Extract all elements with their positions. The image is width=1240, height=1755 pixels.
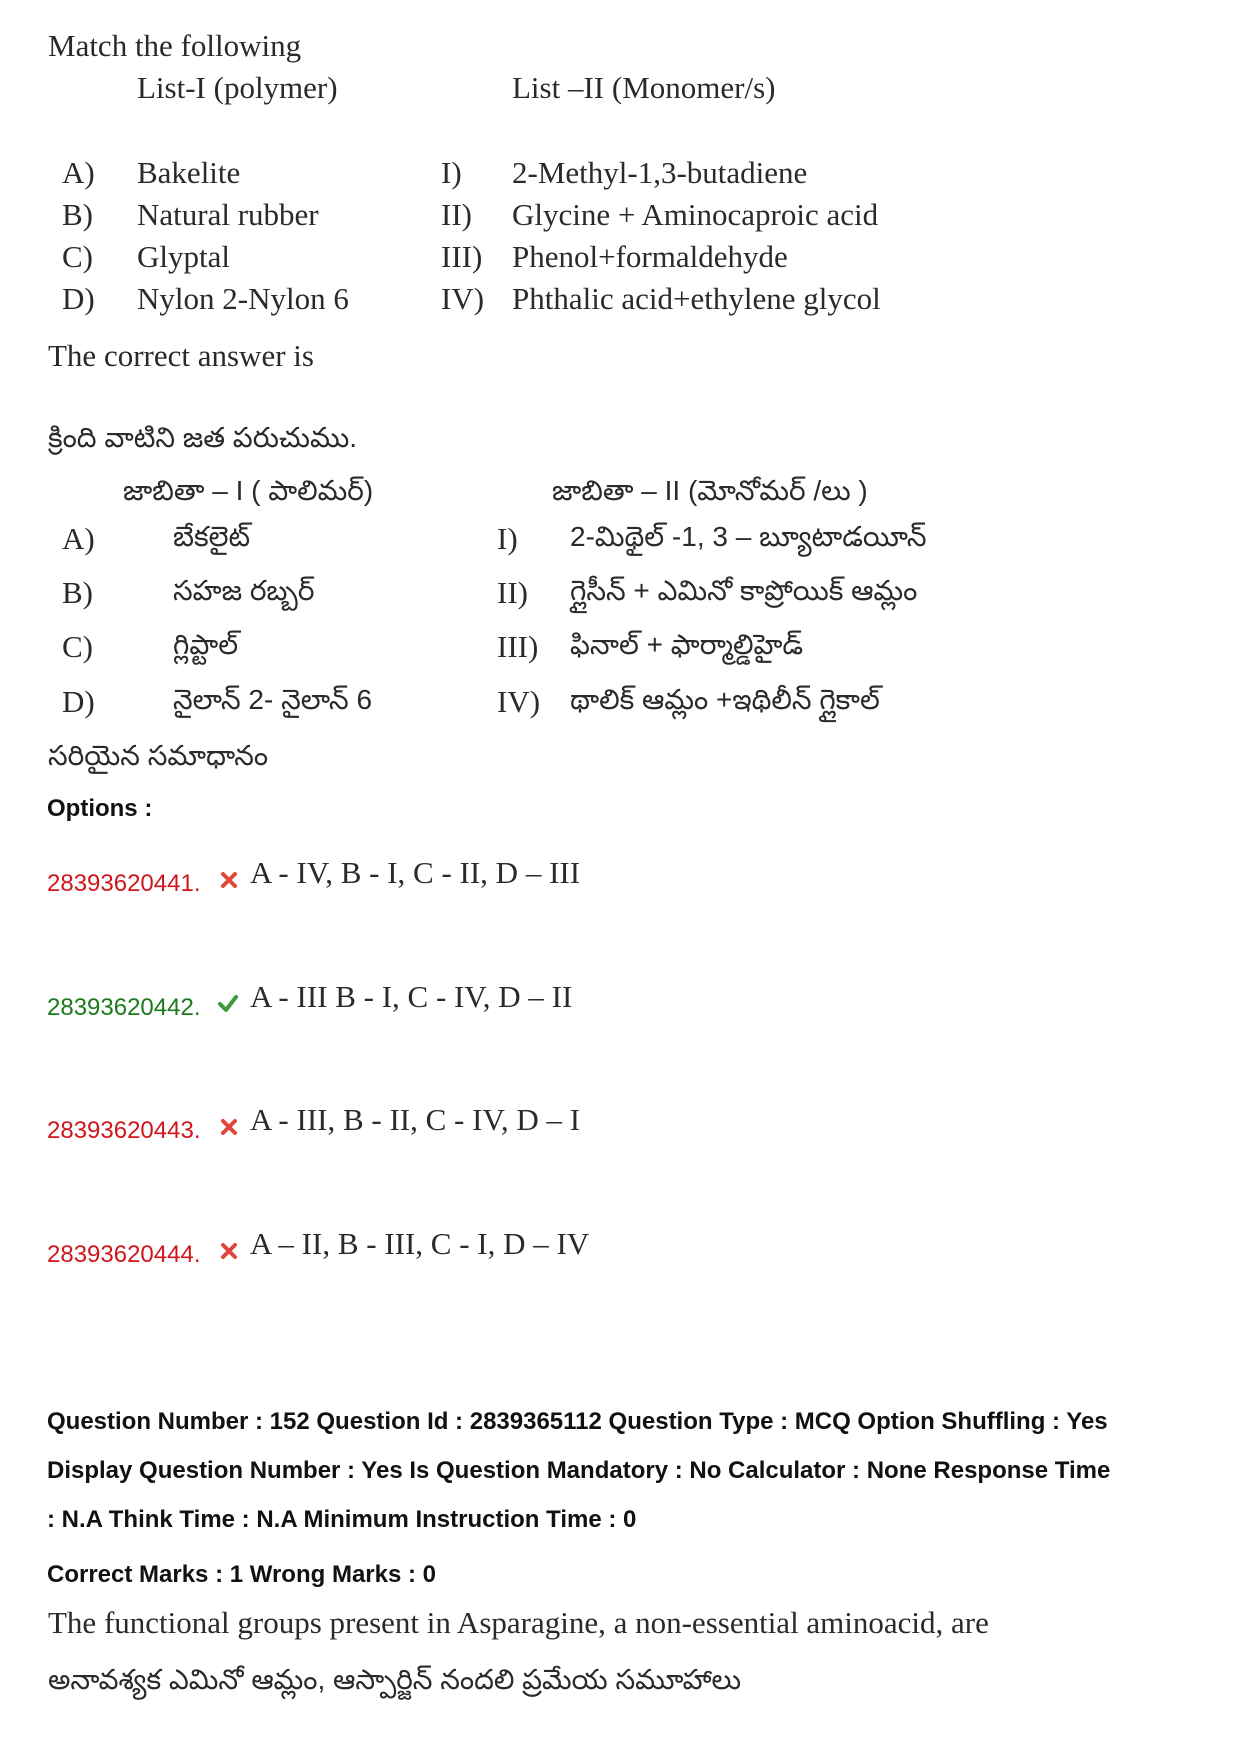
telugu-intro: క్రింది వాటిని జత పరుచుము. xyxy=(48,422,358,453)
row-polymer: Natural rubber xyxy=(137,197,319,232)
list1-header: List-I (polymer) xyxy=(137,70,338,105)
row-polymer: నైలాన్ 2- నైలాన్ 6 xyxy=(173,684,373,715)
next-question-text: The functional groups present in Asparagine, a non-essential aminoacid, are xyxy=(48,1605,989,1640)
row-roman: II) xyxy=(441,197,472,232)
row-letter: C) xyxy=(62,629,93,664)
option-text: A - III, B - II, C - IV, D – I xyxy=(250,1102,581,1137)
telugu-list1-header: జాబితా – I ( పాలిమర్) xyxy=(123,475,374,506)
row-monomer: 2-మిథైల్ -1, 3 – బ్యూటాడయీన్ xyxy=(570,521,927,552)
row-monomer: Glycine + Aminocaproic acid xyxy=(512,197,879,232)
row-roman: IV) xyxy=(441,281,485,316)
option-text: A – II, B - III, C - I, D – IV xyxy=(250,1226,590,1261)
row-letter: A) xyxy=(62,155,95,190)
option-id: 28393620442. xyxy=(47,994,201,1021)
option-id: 28393620443. xyxy=(47,1117,201,1144)
row-letter: D) xyxy=(62,684,95,719)
telugu-list2-header: జాబితా – II (మోనోమర్ /లు ) xyxy=(552,475,868,506)
row-letter: D) xyxy=(62,281,95,316)
cross-icon xyxy=(218,1116,240,1138)
question-meta-line2: Display Question Number : Yes Is Question Mandatory : No Calculator : None Response Time xyxy=(47,1457,1111,1484)
row-roman: I) xyxy=(441,155,462,190)
row-polymer: సహజ రబ్బర్ xyxy=(173,575,315,606)
cross-icon xyxy=(218,1240,240,1262)
row-monomer: Phenol+formaldehyde xyxy=(512,239,788,274)
option-id: 28393620441. xyxy=(47,870,201,897)
cross-icon xyxy=(218,869,240,891)
option-text: A - III B - I, C - IV, D – II xyxy=(250,979,573,1014)
next-question-telugu: అనావశ్యక ఎమినో ఆమ్లం, ఆస్పార్జిన్ నందలి ప్రమేయ సమూహాలు xyxy=(48,1664,742,1695)
row-letter: B) xyxy=(62,197,93,232)
list2-header: List –II (Monomer/s) xyxy=(512,70,776,105)
question-intro: Match the following xyxy=(48,28,302,63)
question-meta-line1: Question Number : 152 Question Id : 2839365112 Question Type : MCQ Option Shuffling : Yes xyxy=(47,1408,1108,1435)
row-monomer: థాలిక్ ఆమ్లం +ఇథిలీన్ గ్లైకాల్ xyxy=(570,684,880,715)
row-roman: II) xyxy=(497,575,528,610)
row-letter: C) xyxy=(62,239,93,274)
row-monomer: గ్లైసీన్ + ఎమినో కాప్రోయిక్ ఆమ్లం xyxy=(570,575,918,606)
row-roman: IV) xyxy=(497,684,541,719)
row-roman: III) xyxy=(497,629,539,664)
question-meta-line3: : N.A Think Time : N.A Minimum Instruction Time : 0 xyxy=(47,1506,637,1533)
answer-prompt: The correct answer is xyxy=(48,338,314,373)
marks-info: Correct Marks : 1 Wrong Marks : 0 xyxy=(47,1561,437,1588)
row-letter: B) xyxy=(62,575,93,610)
row-polymer: గ్లిప్టాల్ xyxy=(173,629,239,660)
row-roman: III) xyxy=(441,239,483,274)
row-polymer: బేకలైట్ xyxy=(173,521,251,552)
row-polymer: Glyptal xyxy=(137,239,230,274)
row-polymer: Bakelite xyxy=(137,155,241,190)
row-monomer: 2-Methyl-1,3-butadiene xyxy=(512,155,808,190)
check-icon xyxy=(217,992,239,1014)
row-polymer: Nylon 2-Nylon 6 xyxy=(137,281,349,316)
row-roman: I) xyxy=(497,521,518,556)
option-text: A - IV, B - I, C - II, D – III xyxy=(250,855,581,890)
options-label: Options : xyxy=(47,795,153,822)
option-id: 28393620444. xyxy=(47,1241,201,1268)
row-monomer: ఫినాల్ + ఫార్మాల్డిహైడ్ xyxy=(570,629,804,660)
row-monomer: Phthalic acid+ethylene glycol xyxy=(512,281,881,316)
telugu-answer-prompt: సరియైన సమాధానం xyxy=(48,740,269,771)
row-letter: A) xyxy=(62,521,95,556)
